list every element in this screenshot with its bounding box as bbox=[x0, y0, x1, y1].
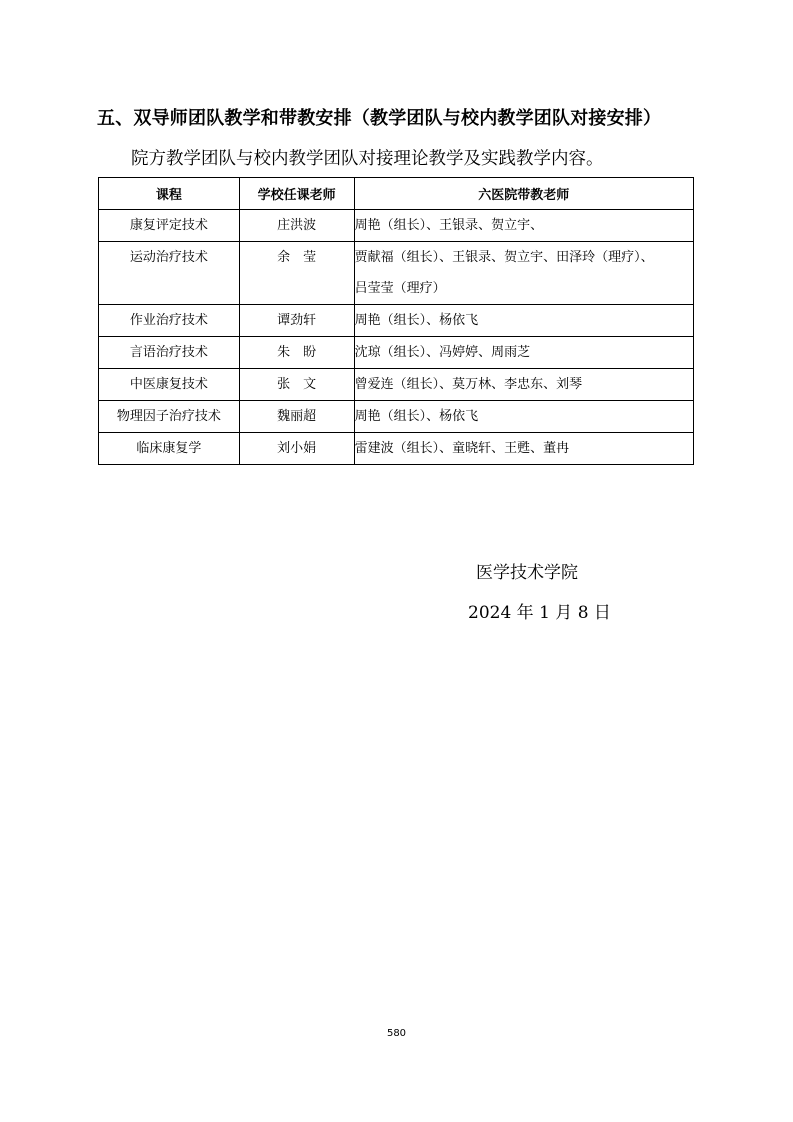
mentors-line: 雷建波（组长）、童晓轩、王甦、董冉 bbox=[354, 441, 570, 456]
mentors-cell bbox=[354, 433, 693, 465]
course-cell: 中医康复技术 bbox=[99, 369, 240, 401]
mentors-line: 沈琼（组长）、冯婷婷、周雨芝 bbox=[354, 345, 531, 360]
mentors-line: 周艳（组长）、杨依飞 bbox=[354, 409, 479, 424]
course-cell: 康复评定技术 bbox=[99, 210, 240, 242]
teacher-cell: 张 文 bbox=[239, 369, 354, 401]
table-row bbox=[99, 401, 694, 433]
table-row bbox=[99, 433, 694, 465]
signature-date: 2024 年 1 月 8 日 bbox=[468, 603, 611, 623]
mentors-line: 周艳（组长）、杨依飞 bbox=[354, 313, 479, 328]
teacher-cell: 谭劲轩 bbox=[239, 305, 354, 337]
section-heading: 五、双导师团队教学和带教安排（教学团队与校内教学团队对接安排） bbox=[97, 108, 662, 129]
page-number: 580 bbox=[386, 1028, 407, 1039]
header-school-teacher: 学校任课老师 bbox=[239, 178, 354, 210]
table-row bbox=[99, 305, 694, 337]
signature-organization: 医学技术学院 bbox=[476, 563, 578, 583]
course-cell: 运动治疗技术 bbox=[99, 242, 240, 305]
mentors-cell bbox=[354, 242, 693, 305]
teacher-cell: 庄洪波 bbox=[239, 210, 354, 242]
table-row bbox=[99, 242, 694, 305]
course-cell: 言语治疗技术 bbox=[99, 337, 240, 369]
table-row bbox=[99, 369, 694, 401]
teacher-cell: 余 莹 bbox=[239, 242, 354, 305]
teaching-arrangement-table bbox=[98, 177, 694, 465]
mentors-line: 周艳（组长）、王银录、贺立宇、 bbox=[354, 218, 544, 233]
mentors-line: 贾献福（组长）、王银录、贺立宇、田泽玲（理疗）、 bbox=[354, 250, 654, 265]
course-cell: 临床康复学 bbox=[99, 433, 240, 465]
header-course: 课程 bbox=[99, 178, 240, 210]
header-hospital-mentors: 六医院带教老师 bbox=[354, 178, 693, 210]
table-row bbox=[99, 210, 694, 242]
mentors-cell bbox=[354, 210, 693, 242]
mentors-cell bbox=[354, 369, 693, 401]
teacher-cell: 朱 盼 bbox=[239, 337, 354, 369]
course-cell: 物理因子治疗技术 bbox=[99, 401, 240, 433]
mentors-line: 吕莹莹（理疗） bbox=[354, 281, 446, 296]
teacher-cell: 刘小娟 bbox=[239, 433, 354, 465]
mentors-cell bbox=[354, 401, 693, 433]
mentors-cell bbox=[354, 337, 693, 369]
table-row bbox=[99, 337, 694, 369]
mentors-line: 曾爱连（组长）、莫万林、李忠东、刘琴 bbox=[354, 377, 583, 392]
mentors-cell bbox=[354, 305, 693, 337]
course-cell: 作业治疗技术 bbox=[99, 305, 240, 337]
teacher-cell: 魏丽超 bbox=[239, 401, 354, 433]
table-header-row bbox=[99, 178, 694, 210]
intro-paragraph: 院方教学团队与校内教学团队对接理论教学及实践教学内容。 bbox=[131, 149, 604, 169]
